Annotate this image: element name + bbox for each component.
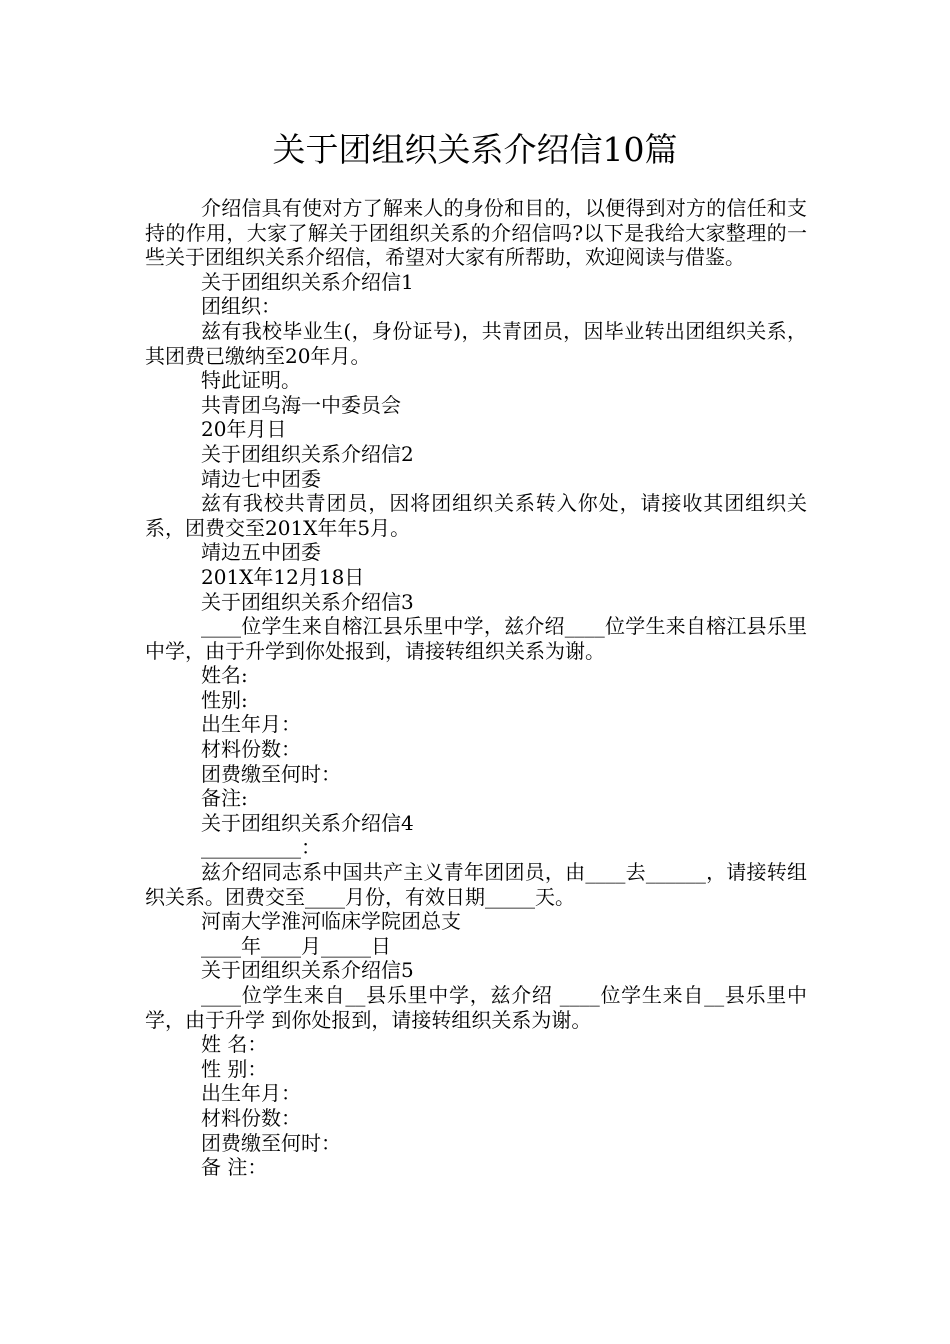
form-field-materials: 材料份数： — [201, 737, 301, 762]
letter-addressee: 团组织： — [201, 294, 281, 319]
letter-addressee: 靖边七中团委 — [201, 466, 321, 491]
form-field-name: 姓 名： — [201, 1032, 268, 1057]
form-field-remarks: 备注: — [201, 786, 248, 811]
letter-body: 兹有我校毕业生(，身份证号)，共青团员，因毕业转出团组织关系，其团费已缴纳至20年月。 — [145, 318, 807, 368]
letter-date: 20年月日 — [201, 417, 287, 442]
form-field-gender: 性别: — [201, 687, 248, 712]
letter-date: 201X年12月18日 — [201, 564, 365, 589]
form-field-fee: 团费缴至何时： — [201, 761, 341, 786]
form-field-gender: 性 别： — [201, 1056, 268, 1081]
section-heading-3: 关于团组织关系介绍信3 — [201, 589, 414, 614]
letter-closing: 特此证明。 — [201, 368, 301, 393]
document-title: 关于团组织关系介绍信10篇 — [272, 130, 678, 169]
letter-signature: 靖边五中团委 — [201, 540, 321, 565]
form-field-materials: 材料份数： — [201, 1105, 301, 1130]
letter-body: 兹有我校共青团员，因将团组织关系转入你处，请接收其团组织关系，团费交至201X年年5月。 — [145, 491, 807, 540]
section-heading-4: 关于团组织关系介绍信4 — [201, 810, 414, 835]
letter-body: ____位学生来自__县乐里中学，兹介绍 ____位学生来自__县乐里中学，由于升学 到你处报到，请接转组织关系为谢。 — [145, 983, 807, 1032]
letter-signature: 河南大学淮河临床学院团总支 — [201, 909, 461, 934]
form-field-birth: 出生年月： — [201, 712, 301, 737]
letter-signature: 共青团乌海一中委员会 — [201, 392, 401, 417]
section-heading-1: 关于团组织关系介绍信1 — [201, 269, 414, 294]
section-heading-5: 关于团组织关系介绍信5 — [201, 958, 414, 983]
letter-addressee: __________： — [201, 835, 321, 860]
form-field-fee: 团费缴至何时： — [201, 1130, 341, 1155]
letter-body: 兹介绍同志系中国共产主义青年团团员，由____去______，请接转组织关系。团费交至____月份，有效日期_____天。 — [145, 860, 807, 909]
form-field-remarks: 备 注： — [201, 1155, 268, 1180]
form-field-birth: 出生年月： — [201, 1081, 301, 1106]
form-field-name: 姓名: — [201, 663, 248, 688]
intro-paragraph: 介绍信具有使对方了解来人的身份和目的，以便得到对方的信任和支持的作用，大家了解关于团组织关系的介绍信吗?以下是我给大家整理的一些关于团组织关系介绍信，希望对大家有所帮助，欢迎阅读与借鉴。 — [145, 196, 807, 270]
letter-body: ____位学生来自榕江县乐里中学，兹介绍____位学生来自榕江县乐里中学，由于升学到你处报到，请接转组织关系为谢。 — [145, 614, 807, 663]
document-body — [145, 196, 807, 1180]
letter-date: ____年____月_____日 — [201, 933, 391, 958]
section-heading-2: 关于团组织关系介绍信2 — [201, 441, 414, 466]
